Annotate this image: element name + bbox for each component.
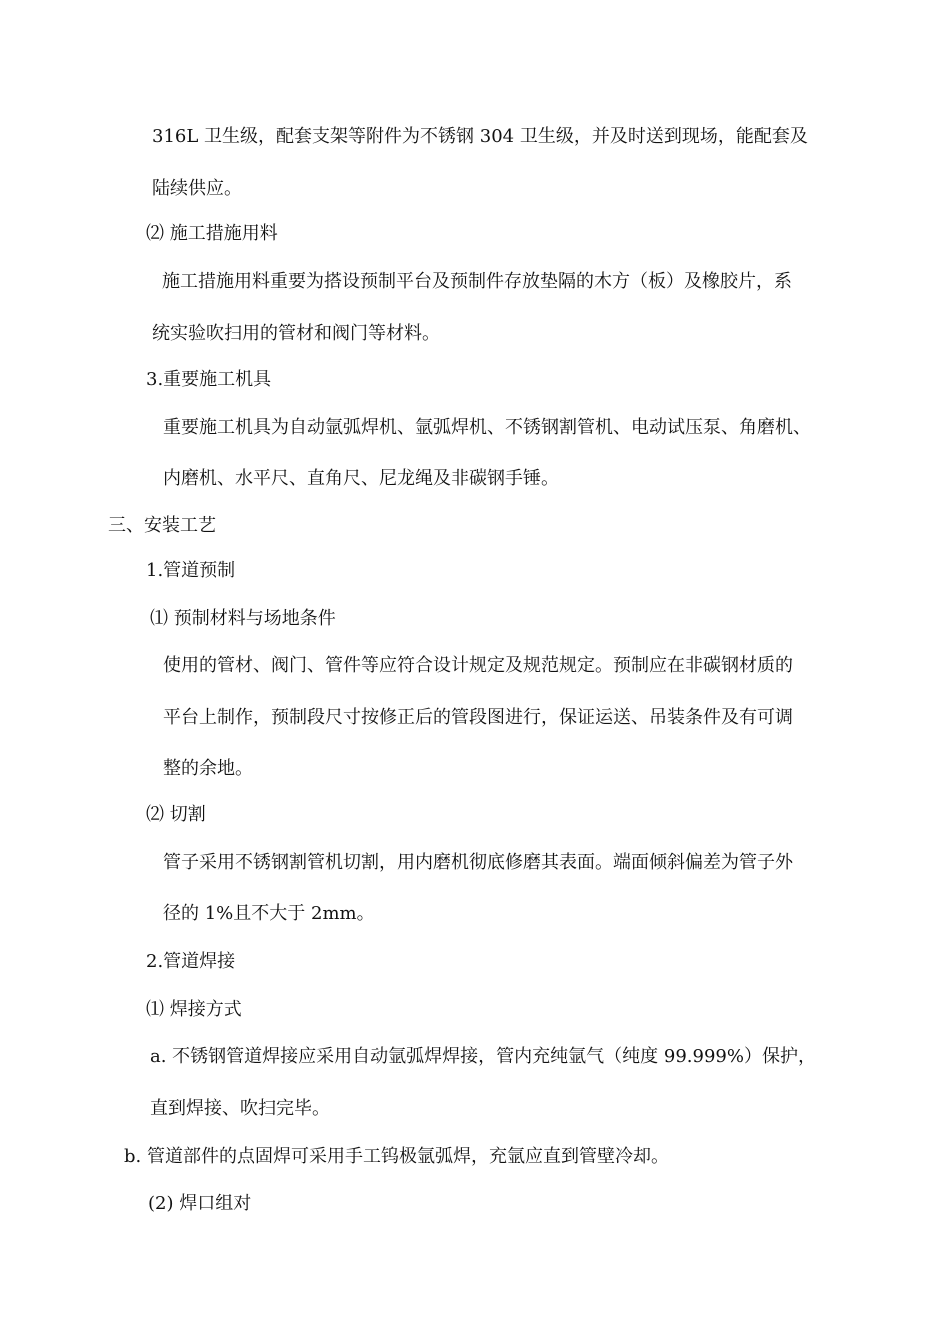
- paragraph-line: 管子采用不锈钢割管机切割，用内磨机彻底修磨其表面。端面倾斜偏差为管子外: [163, 852, 793, 873]
- paragraph-line: 施工措施用料重要为搭设预制平台及预制件存放垫隔的木方（板）及橡胶片，系: [162, 271, 792, 292]
- paragraph-line: 使用的管材、阀门、管件等应符合设计规定及规范规定。预制应在非碳钢材质的: [163, 655, 793, 676]
- paragraph-line: b. 管道部件的点固焊可采用手工钨极氩弧焊，充氩应直到管壁冷却。: [124, 1146, 669, 1167]
- paragraph-line: 316L 卫生级，配套支架等附件为不锈钢 304 卫生级，并及时送到现场，能配套及: [152, 126, 808, 147]
- paragraph-line: 内磨机、水平尺、直角尺、尼龙绳及非碳钢手锤。: [163, 468, 559, 489]
- paragraph-line: 径的 1%且不大于 2mm。: [163, 903, 375, 924]
- paragraph-line: 直到焊接、吹扫完毕。: [150, 1098, 330, 1119]
- subheading: ⑴ 焊接方式: [146, 999, 242, 1020]
- section-heading: 3.重要施工机具: [146, 369, 272, 390]
- paragraph-line: 平台上制作，预制段尺寸按修正后的管段图进行，保证运送、吊装条件及有可调: [163, 707, 793, 728]
- section-heading: 2.管道焊接: [146, 951, 236, 972]
- paragraph-line: 整的余地。: [163, 758, 253, 779]
- paragraph-line: 重要施工机具为自动氩弧焊机、氩弧焊机、不锈钢割管机、电动试压泵、角磨机、: [163, 417, 811, 438]
- chapter-heading: 三、安装工艺: [108, 515, 216, 536]
- section-heading: 1.管道预制: [146, 560, 236, 581]
- subheading: ⑵ 切割: [146, 804, 206, 825]
- paragraph-line: a. 不锈钢管道焊接应采用自动氩弧焊焊接，管内充纯氩气（纯度 99.999%）保护，: [150, 1046, 816, 1067]
- subheading: (2) 焊口组对: [148, 1193, 252, 1214]
- paragraph-line: 陆续供应。: [152, 178, 242, 199]
- paragraph-line: 统实验吹扫用的管材和阀门等材料。: [152, 323, 440, 344]
- subheading: ⑴ 预制材料与场地条件: [150, 608, 336, 629]
- subheading: ⑵ 施工措施用料: [146, 223, 278, 244]
